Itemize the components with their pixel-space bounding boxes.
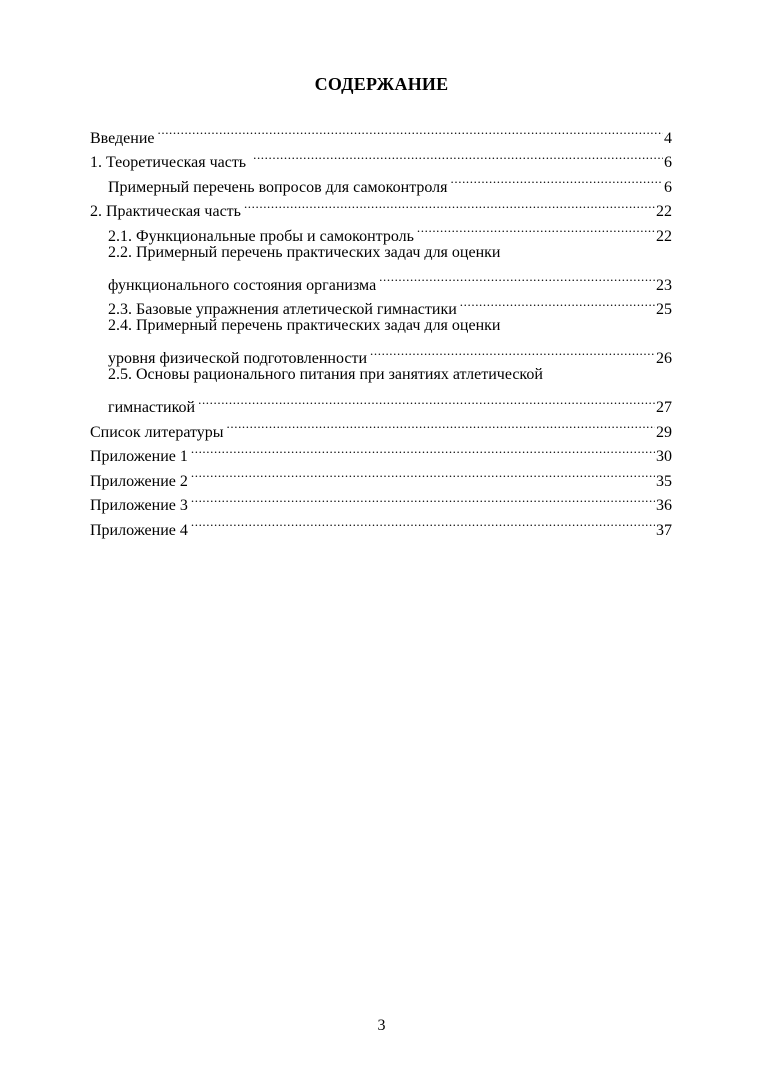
toc-dot-leader: [370, 339, 655, 364]
toc-entry-page: 4: [664, 129, 672, 147]
toc-entry-label: 2.1. Функциональные пробы и самоконтроль: [108, 227, 414, 245]
toc-dot-leader: [191, 486, 655, 511]
toc-entry-label: Приложение 2: [90, 472, 188, 490]
toc-entry-page: 23: [656, 276, 672, 294]
toc-entry-2-5[interactable]: [90, 388, 672, 416]
toc-entry-2-2-first-line[interactable]: 2.2. Примерный перечень практических задач для оценки: [108, 243, 501, 261]
toc-entry-page: 35: [656, 472, 672, 490]
toc-entry-introduction[interactable]: [90, 118, 672, 147]
toc-entry-2-2[interactable]: [90, 265, 672, 294]
toc-dot-leader: [198, 388, 655, 413]
toc-entry-label: 1. Теоретическая часть: [90, 154, 251, 171]
table-of-contents: [90, 118, 672, 539]
toc-entry-2-4[interactable]: [90, 339, 672, 367]
toc-entry-page: 30: [656, 448, 672, 465]
toc-entry-label: функционального состояния организма: [108, 276, 377, 294]
toc-entry-label: 2.3. Базовые упражнения атлетической гимнастики: [108, 301, 457, 318]
toc-dot-leader: [417, 216, 655, 241]
toc-entry-label: уровня физической подготовленности: [108, 350, 368, 367]
toc-dot-leader: [227, 412, 655, 437]
toc-entry-label: Приложение 4: [90, 521, 188, 539]
toc-dot-leader: [451, 167, 663, 192]
toc-dot-leader: [379, 265, 655, 290]
page-title: СОДЕРЖАНИЕ: [314, 74, 449, 94]
toc-entry-page: 6: [664, 178, 672, 196]
toc-entry-page: 27: [656, 399, 672, 416]
toc-dot-leader: [253, 143, 663, 168]
toc-entry-label: Список литературы: [90, 423, 224, 441]
toc-entry-label: 2. Практическая часть: [90, 203, 241, 220]
toc-entry-page: 25: [656, 301, 672, 318]
toc-entry-page: 6: [664, 154, 672, 171]
toc-entry-label: Приложение 1: [90, 448, 188, 465]
toc-dot-leader: [191, 437, 655, 462]
toc-dot-leader: [191, 461, 655, 486]
toc-entry-label: Введение: [90, 129, 155, 147]
toc-entry-label: Примерный перечень вопросов для самоконтроля: [108, 178, 448, 196]
toc-dot-leader: [244, 192, 655, 217]
toc-entry-label: Приложение 3: [90, 497, 188, 514]
toc-entry-page: 29: [656, 423, 672, 441]
toc-entry-page: 26: [656, 350, 672, 367]
toc-dot-leader: [460, 290, 655, 315]
toc-dot-leader: [191, 510, 655, 535]
toc-entry-2-5-first-line[interactable]: 2.5. Основы рационального питания при занятиях атлетической: [108, 366, 543, 383]
toc-entry-page: 22: [656, 227, 672, 245]
toc-entry-page: 37: [656, 521, 672, 539]
toc-entry-label: гимнастикой: [108, 399, 196, 416]
toc-dot-leader: [158, 118, 664, 143]
page-number: 3: [377, 1017, 386, 1034]
toc-entry-page: 22: [656, 203, 672, 220]
toc-entry-theory[interactable]: [90, 143, 672, 171]
toc-entry-page: 36: [656, 497, 672, 514]
toc-entry-2-4-first-line[interactable]: 2.4. Примерный перечень практических задач для оценки: [108, 317, 501, 334]
